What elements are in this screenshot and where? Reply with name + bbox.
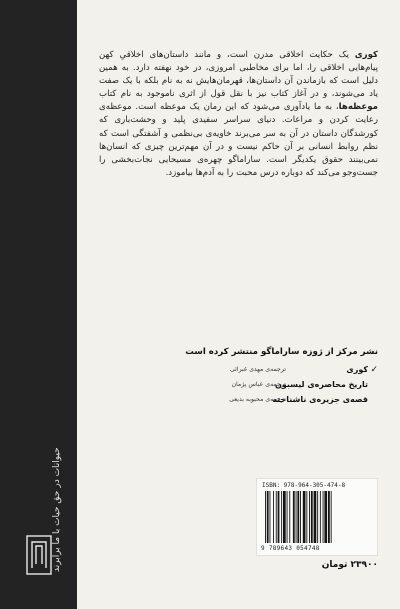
check-mark-icon: ✓ — [370, 364, 378, 375]
isbn-number: ISBN: 978-964-305-474-8 — [262, 482, 346, 489]
series-heading: نشر مرکز از ژوزه ساراماگو منتشر کرده است — [185, 347, 378, 357]
blurb-book-ref: موعظه‌ها — [338, 102, 378, 113]
book-list — [205, 362, 378, 407]
blurb-body-2: ، به ما یادآوری می‌شود که این رمان یک موعظه است. موعظه‌ی رعایت کردن و مراعات. دنیای سراسر سفیدی پلید و وحشت‌باری که کورشدگان داستان در آن به سر می‌برند خاویه‌ی بی‌نظمی و آشفتگی است که نظم روابط انسانی بر آن حاکم نیست و در آن مهم‌ترین چیزی که انسان‌ها نمی‌بینند حقوق یکدیگر است. ساراماگو چهره‌ی مسیحایی نجات‌بخشی را جست‌وجو می‌کند که دوباره درس محبت را به آدم‌ها بیاموزد. — [99, 102, 378, 178]
list-item — [205, 377, 378, 392]
book-translator: ترجمه‌ی محبوبه بدیعی — [229, 396, 286, 403]
book-title: قصه‌ی جزیره‌ی ناشناخته — [272, 395, 368, 404]
list-item — [205, 362, 378, 377]
book-translator: ترجمه‌ی مهدی غبرائی — [229, 366, 286, 373]
blurb-lead-title: کوری — [354, 50, 378, 60]
book-title: تاریخ محاصره‌ی لیسبون — [275, 380, 368, 389]
book-translator: ترجمه‌ی عباس پژمان — [231, 381, 286, 388]
blurb-paragraph — [99, 49, 378, 180]
book-title: کوری — [346, 365, 368, 374]
barcode-digits: 9 789643 054748 — [261, 545, 320, 552]
publisher-logo-icon — [26, 535, 52, 575]
barcode-block — [256, 478, 378, 556]
spine-text: حیوانات در حق حیات با ما برابرند — [52, 447, 62, 572]
price-label: ۲۳۹۰۰ تومان — [321, 560, 378, 570]
list-item — [205, 392, 378, 407]
blurb-body-1: یک حکایت اخلاقی مدرن است، و مانند داستان‌های اخلاقیِ کهن پیام‌هایی اخلاقی را، اما برای مخاطبی امروزی، در خود نهفته دارد. به همین دلیل است که بازماندن آن داستان‌ها، قهرمان‌هایش نه به نام بلکه با یک صفت یاد می‌شوند، و در آغاز کتاب نیز با نقل قول از اثری ناموجود به نام کتاب — [99, 50, 378, 100]
barcode-icon — [263, 491, 373, 543]
spine-strip — [0, 0, 77, 609]
